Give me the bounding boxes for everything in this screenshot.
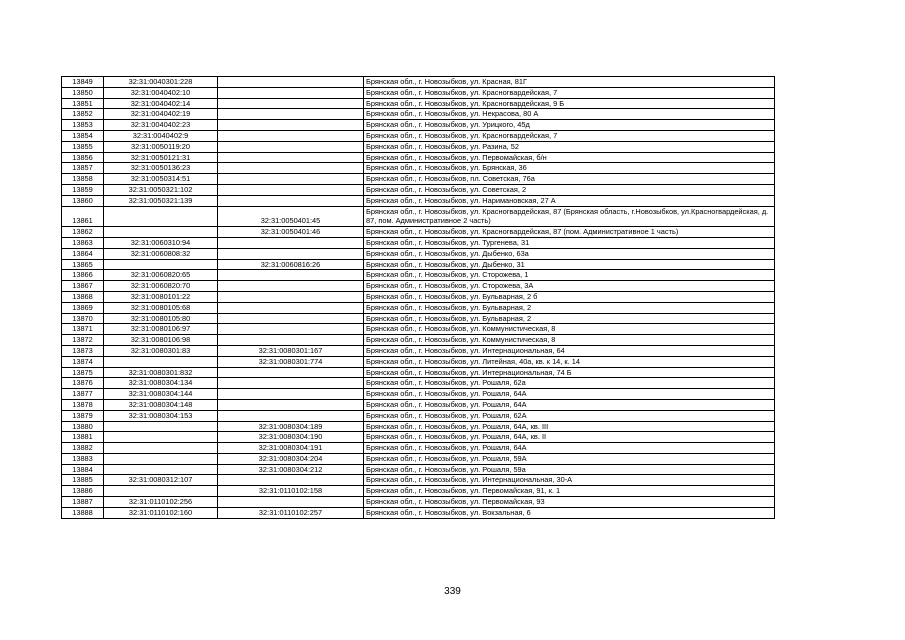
address-cell: Брянская обл., г. Новозыбков, ул. Бульварная, 2 bbox=[364, 313, 775, 324]
address-cell: Брянская обл., г. Новозыбков, ул. Красная, 81Г bbox=[364, 77, 775, 88]
secondary-cadastral-number-cell bbox=[218, 410, 364, 421]
table-row bbox=[62, 87, 775, 98]
table-row bbox=[62, 174, 775, 185]
table-row bbox=[62, 184, 775, 195]
row-number-cell: 13861 bbox=[62, 206, 104, 227]
address-cell: Брянская обл., г. Новозыбков, ул. Рошаля, 62а bbox=[364, 378, 775, 389]
secondary-cadastral-number-cell: 32:31:0050401:45 bbox=[218, 206, 364, 227]
row-number-cell: 13866 bbox=[62, 270, 104, 281]
address-cell: Брянская обл., г. Новозыбков, ул. Дыбенко, 63а bbox=[364, 248, 775, 259]
table-row bbox=[62, 120, 775, 131]
row-number-cell: 13855 bbox=[62, 141, 104, 152]
row-number-cell: 13869 bbox=[62, 302, 104, 313]
secondary-cadastral-number-cell bbox=[218, 77, 364, 88]
row-number-cell: 13883 bbox=[62, 453, 104, 464]
row-number-cell: 13862 bbox=[62, 227, 104, 238]
secondary-cadastral-number-cell: 32:31:0050401:46 bbox=[218, 227, 364, 238]
secondary-cadastral-number-cell: 32:31:0080304:191 bbox=[218, 443, 364, 454]
row-number-cell: 13878 bbox=[62, 399, 104, 410]
address-cell: Брянская обл., г. Новозыбков, ул. Коммунистическая, 8 bbox=[364, 324, 775, 335]
row-number-cell: 13884 bbox=[62, 464, 104, 475]
address-cell: Брянская обл., г. Новозыбков, ул. Бульварная, 2 bbox=[364, 302, 775, 313]
address-cell: Брянская обл., г. Новозыбков, ул. Сторожева, 3А bbox=[364, 281, 775, 292]
address-cell: Брянская обл., г. Новозыбков, ул. Красногвардейская, 87 (Брянская область, г.Новозыбков, ул.Красногвардейская, д. 87, пом. Административное 2 часть) bbox=[364, 206, 775, 227]
secondary-cadastral-number-cell bbox=[218, 120, 364, 131]
address-cell: Брянская обл., г. Новозыбков, ул. Разина, 52 bbox=[364, 141, 775, 152]
secondary-cadastral-number-cell bbox=[218, 174, 364, 185]
cadastral-number-cell: 32:31:0040301:228 bbox=[104, 77, 218, 88]
row-number-cell: 13886 bbox=[62, 486, 104, 497]
table-row bbox=[62, 324, 775, 335]
address-cell: Брянская обл., г. Новозыбков, ул. Рошаля, 59А bbox=[364, 453, 775, 464]
address-cell: Брянская обл., г. Новозыбков, ул. Рошаля, 64А, кв. III bbox=[364, 421, 775, 432]
row-number-cell: 13852 bbox=[62, 109, 104, 120]
cadastral-number-cell: 32:31:0040402:19 bbox=[104, 109, 218, 120]
cadastral-number-cell: 32:31:0080304:148 bbox=[104, 399, 218, 410]
address-cell: Брянская обл., г. Новозыбков, ул. Брянская, 36 bbox=[364, 163, 775, 174]
table-row bbox=[62, 141, 775, 152]
row-number-cell: 13888 bbox=[62, 507, 104, 518]
secondary-cadastral-number-cell: 32:31:0080304:190 bbox=[218, 432, 364, 443]
address-cell: Брянская обл., г. Новозыбков, ул. Первомайская, 91, к. 1 bbox=[364, 486, 775, 497]
table-row bbox=[62, 302, 775, 313]
address-cell: Брянская обл., г. Новозыбков, ул. Красногвардейская, 9 Б bbox=[364, 98, 775, 109]
cadastral-number-cell: 32:31:0080312:107 bbox=[104, 475, 218, 486]
cadastral-number-cell: 32:31:0080301:83 bbox=[104, 345, 218, 356]
secondary-cadastral-number-cell bbox=[218, 163, 364, 174]
secondary-cadastral-number-cell: 32:31:0080304:204 bbox=[218, 453, 364, 464]
address-cell: Брянская обл., г. Новозыбков, ул. Вокзальная, 6 bbox=[364, 507, 775, 518]
cadastral-number-cell bbox=[104, 259, 218, 270]
table-row bbox=[62, 399, 775, 410]
cadastral-number-cell: 32:31:0080304:153 bbox=[104, 410, 218, 421]
secondary-cadastral-number-cell bbox=[218, 389, 364, 400]
table-row bbox=[62, 389, 775, 400]
row-number-cell: 13865 bbox=[62, 259, 104, 270]
cadastral-number-cell: 32:31:0050121:31 bbox=[104, 152, 218, 163]
row-number-cell: 13871 bbox=[62, 324, 104, 335]
table-row bbox=[62, 464, 775, 475]
row-number-cell: 13870 bbox=[62, 313, 104, 324]
cadastral-number-cell: 32:31:0080106:97 bbox=[104, 324, 218, 335]
secondary-cadastral-number-cell: 32:31:0080304:212 bbox=[218, 464, 364, 475]
row-number-cell: 13863 bbox=[62, 237, 104, 248]
address-cell: Брянская обл., г. Новозыбков, пл. Советская, 76а bbox=[364, 174, 775, 185]
secondary-cadastral-number-cell bbox=[218, 281, 364, 292]
cadastral-number-cell: 32:31:0110102:256 bbox=[104, 497, 218, 508]
row-number-cell: 13879 bbox=[62, 410, 104, 421]
table-row bbox=[62, 270, 775, 281]
table-row bbox=[62, 378, 775, 389]
address-cell: Брянская обл., г. Новозыбков, ул. Дыбенко, 31 bbox=[364, 259, 775, 270]
cadastral-number-cell bbox=[104, 227, 218, 238]
row-number-cell: 13887 bbox=[62, 497, 104, 508]
table-row bbox=[62, 486, 775, 497]
cadastral-number-cell: 32:31:0050321:102 bbox=[104, 184, 218, 195]
secondary-cadastral-number-cell bbox=[218, 291, 364, 302]
table-row bbox=[62, 475, 775, 486]
secondary-cadastral-number-cell bbox=[218, 335, 364, 346]
table-row bbox=[62, 98, 775, 109]
row-number-cell: 13859 bbox=[62, 184, 104, 195]
address-cell: Брянская обл., г. Новозыбков, ул. Красногвардейская, 7 bbox=[364, 130, 775, 141]
address-cell: Брянская обл., г. Новозыбков, ул. Интернациональная, 74 Б bbox=[364, 367, 775, 378]
cadastral-number-cell: 32:31:0080304:134 bbox=[104, 378, 218, 389]
table-row bbox=[62, 497, 775, 508]
row-number-cell: 13873 bbox=[62, 345, 104, 356]
row-number-cell: 13856 bbox=[62, 152, 104, 163]
table-row bbox=[62, 507, 775, 518]
table-row bbox=[62, 453, 775, 464]
secondary-cadastral-number-cell bbox=[218, 302, 364, 313]
cadastral-number-cell bbox=[104, 432, 218, 443]
cadastral-number-cell: 32:31:0080301:832 bbox=[104, 367, 218, 378]
row-number-cell: 13876 bbox=[62, 378, 104, 389]
address-cell: Брянская обл., г. Новозыбков, ул. Коммунистическая, 8 bbox=[364, 335, 775, 346]
row-number-cell: 13849 bbox=[62, 77, 104, 88]
cadastral-number-cell: 32:31:0080106:98 bbox=[104, 335, 218, 346]
secondary-cadastral-number-cell bbox=[218, 98, 364, 109]
secondary-cadastral-number-cell bbox=[218, 475, 364, 486]
table-row bbox=[62, 345, 775, 356]
address-cell: Брянская обл., г. Новозыбков, ул. Урицкого, 45д bbox=[364, 120, 775, 131]
table-row bbox=[62, 281, 775, 292]
secondary-cadastral-number-cell bbox=[218, 152, 364, 163]
cadastral-number-cell bbox=[104, 356, 218, 367]
cadastral-number-cell: 32:31:0080105:80 bbox=[104, 313, 218, 324]
row-number-cell: 13877 bbox=[62, 389, 104, 400]
address-cell: Брянская обл., г. Новозыбков, ул. Сторожева, 1 bbox=[364, 270, 775, 281]
cadastral-number-cell: 32:31:0060310:94 bbox=[104, 237, 218, 248]
address-cell: Брянская обл., г. Новозыбков, ул. Первомайская, б/н bbox=[364, 152, 775, 163]
cadastral-number-cell: 32:31:0050321:139 bbox=[104, 195, 218, 206]
address-cell: Брянская обл., г. Новозыбков, ул. Некрасова, 80 А bbox=[364, 109, 775, 120]
address-cell: Брянская обл., г. Новозыбков, ул. Интернациональная, 30-А bbox=[364, 475, 775, 486]
secondary-cadastral-number-cell: 32:31:0080301:774 bbox=[218, 356, 364, 367]
cadastral-number-cell: 32:31:0060820:70 bbox=[104, 281, 218, 292]
table-row bbox=[62, 432, 775, 443]
table-row bbox=[62, 195, 775, 206]
secondary-cadastral-number-cell bbox=[218, 184, 364, 195]
cadastral-number-cell: 32:31:0080101:22 bbox=[104, 291, 218, 302]
cadastral-number-cell: 32:31:0080105:68 bbox=[104, 302, 218, 313]
row-number-cell: 13880 bbox=[62, 421, 104, 432]
secondary-cadastral-number-cell: 32:31:0080304:189 bbox=[218, 421, 364, 432]
cadastral-number-cell: 32:31:0050314:51 bbox=[104, 174, 218, 185]
cadastral-number-cell: 32:31:0050136:23 bbox=[104, 163, 218, 174]
table-row bbox=[62, 367, 775, 378]
secondary-cadastral-number-cell bbox=[218, 141, 364, 152]
secondary-cadastral-number-cell bbox=[218, 378, 364, 389]
table-row bbox=[62, 443, 775, 454]
cadastral-number-cell: 32:31:0080304:144 bbox=[104, 389, 218, 400]
secondary-cadastral-number-cell: 32:31:0080301:167 bbox=[218, 345, 364, 356]
table-row bbox=[62, 356, 775, 367]
secondary-cadastral-number-cell bbox=[218, 324, 364, 335]
table-row bbox=[62, 421, 775, 432]
address-cell: Брянская обл., г. Новозыбков, ул. Бульварная, 2 б bbox=[364, 291, 775, 302]
address-cell: Брянская обл., г. Новозыбков, ул. Тургенева, 31 bbox=[364, 237, 775, 248]
table-row bbox=[62, 410, 775, 421]
row-number-cell: 13853 bbox=[62, 120, 104, 131]
page-number: 339 bbox=[444, 586, 461, 597]
secondary-cadastral-number-cell bbox=[218, 87, 364, 98]
table-row bbox=[62, 259, 775, 270]
registry-table bbox=[61, 76, 775, 519]
row-number-cell: 13860 bbox=[62, 195, 104, 206]
table-row bbox=[62, 335, 775, 346]
cadastral-number-cell: 32:31:0110102:160 bbox=[104, 507, 218, 518]
secondary-cadastral-number-cell bbox=[218, 270, 364, 281]
secondary-cadastral-number-cell bbox=[218, 195, 364, 206]
cadastral-number-cell bbox=[104, 421, 218, 432]
row-number-cell: 13858 bbox=[62, 174, 104, 185]
address-cell: Брянская обл., г. Новозыбков, ул. Рошаля, 64А, кв. II bbox=[364, 432, 775, 443]
secondary-cadastral-number-cell bbox=[218, 313, 364, 324]
secondary-cadastral-number-cell: 32:31:0110102:257 bbox=[218, 507, 364, 518]
address-cell: Брянская обл., г. Новозыбков, ул. Советская, 2 bbox=[364, 184, 775, 195]
secondary-cadastral-number-cell: 32:31:0060816:26 bbox=[218, 259, 364, 270]
cadastral-number-cell bbox=[104, 453, 218, 464]
secondary-cadastral-number-cell bbox=[218, 109, 364, 120]
cadastral-number-cell bbox=[104, 206, 218, 227]
row-number-cell: 13867 bbox=[62, 281, 104, 292]
cadastral-number-cell: 32:31:0060808:32 bbox=[104, 248, 218, 259]
document-page bbox=[61, 76, 774, 519]
table-row bbox=[62, 237, 775, 248]
cadastral-number-cell bbox=[104, 486, 218, 497]
row-number-cell: 13857 bbox=[62, 163, 104, 174]
secondary-cadastral-number-cell bbox=[218, 130, 364, 141]
address-cell: Брянская обл., г. Новозыбков, ул. Красногвардейская, 87 (пом. Административное 1 часть) bbox=[364, 227, 775, 238]
secondary-cadastral-number-cell bbox=[218, 497, 364, 508]
row-number-cell: 13854 bbox=[62, 130, 104, 141]
table-row bbox=[62, 163, 775, 174]
row-number-cell: 13851 bbox=[62, 98, 104, 109]
secondary-cadastral-number-cell bbox=[218, 399, 364, 410]
row-number-cell: 13881 bbox=[62, 432, 104, 443]
address-cell: Брянская обл., г. Новозыбков, ул. Интернациональная, 64 bbox=[364, 345, 775, 356]
secondary-cadastral-number-cell bbox=[218, 367, 364, 378]
address-cell: Брянская обл., г. Новозыбков, ул. Рошаля, 64А bbox=[364, 399, 775, 410]
row-number-cell: 13882 bbox=[62, 443, 104, 454]
row-number-cell: 13872 bbox=[62, 335, 104, 346]
table-row bbox=[62, 130, 775, 141]
cadastral-number-cell: 32:31:0050119:20 bbox=[104, 141, 218, 152]
cadastral-number-cell: 32:31:0040402:14 bbox=[104, 98, 218, 109]
row-number-cell: 13868 bbox=[62, 291, 104, 302]
row-number-cell: 13885 bbox=[62, 475, 104, 486]
address-cell: Брянская обл., г. Новозыбков, ул. Литейная, 40а, кв. к 14, к. 14 bbox=[364, 356, 775, 367]
table-row bbox=[62, 206, 775, 227]
cadastral-number-cell: 32:31:0060820:65 bbox=[104, 270, 218, 281]
address-cell: Брянская обл., г. Новозыбков, ул. Красногвардейская, 7 bbox=[364, 87, 775, 98]
address-cell: Брянская обл., г. Новозыбков, ул. Первомайская, 93 bbox=[364, 497, 775, 508]
row-number-cell: 13875 bbox=[62, 367, 104, 378]
cadastral-number-cell bbox=[104, 464, 218, 475]
table-row bbox=[62, 109, 775, 120]
table-row bbox=[62, 227, 775, 238]
table-row bbox=[62, 77, 775, 88]
address-cell: Брянская обл., г. Новозыбков, ул. Наримановская, 27 А bbox=[364, 195, 775, 206]
address-cell: Брянская обл., г. Новозыбков, ул. Рошаля, 64А bbox=[364, 389, 775, 400]
secondary-cadastral-number-cell: 32:31:0110102:158 bbox=[218, 486, 364, 497]
cadastral-number-cell: 32:31:0040402:10 bbox=[104, 87, 218, 98]
table-row bbox=[62, 291, 775, 302]
address-cell: Брянская обл., г. Новозыбков, ул. Рошаля, 59а bbox=[364, 464, 775, 475]
cadastral-number-cell: 32:31:0040402:9 bbox=[104, 130, 218, 141]
table-row bbox=[62, 152, 775, 163]
cadastral-number-cell bbox=[104, 443, 218, 454]
secondary-cadastral-number-cell bbox=[218, 248, 364, 259]
row-number-cell: 13874 bbox=[62, 356, 104, 367]
address-cell: Брянская обл., г. Новозыбков, ул. Рошаля, 64А bbox=[364, 443, 775, 454]
registry-table-body bbox=[62, 77, 775, 519]
table-row bbox=[62, 313, 775, 324]
cadastral-number-cell: 32:31:0040402:23 bbox=[104, 120, 218, 131]
address-cell: Брянская обл., г. Новозыбков, ул. Рошаля, 62А bbox=[364, 410, 775, 421]
table-row bbox=[62, 248, 775, 259]
secondary-cadastral-number-cell bbox=[218, 237, 364, 248]
row-number-cell: 13850 bbox=[62, 87, 104, 98]
row-number-cell: 13864 bbox=[62, 248, 104, 259]
